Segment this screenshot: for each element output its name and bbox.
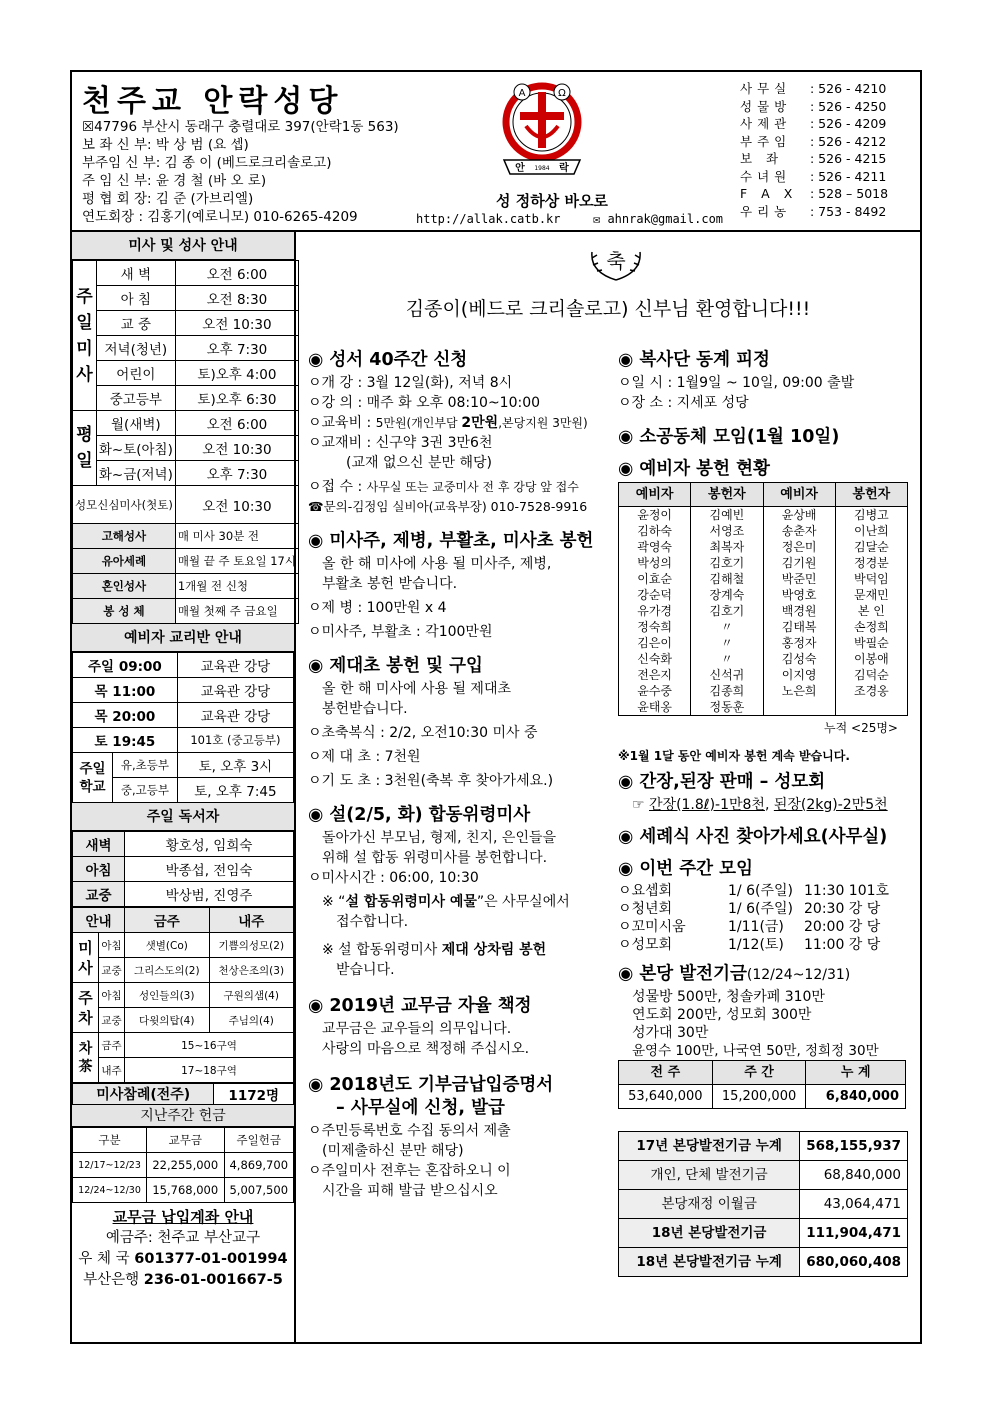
phone-row: 성물방 : 526 - 4250 — [740, 98, 887, 114]
table-row: 아 침 오전 8:30 — [73, 286, 299, 311]
table-cell — [763, 699, 835, 716]
table-cell: 이지영 — [763, 667, 835, 683]
table-row — [619, 587, 908, 603]
table-row: 전 주 주 간 누 계 — [619, 1061, 906, 1085]
table-row: 안내 금주 내주 — [73, 908, 294, 933]
table-row: 토 19:45 101호 (중고등부) — [73, 728, 294, 753]
table-row: 저녁(청년) 오후 7:30 — [73, 336, 299, 361]
bulletin-page — [70, 70, 922, 1344]
table-cell — [835, 699, 907, 716]
church-logo-icon — [496, 78, 588, 182]
bible-contact: ☎문의-김정임 실비아(교육부장) 010-7528-9916 — [308, 499, 588, 514]
readers-title: 주일 독서자 — [72, 803, 294, 831]
church-address: ☒47796 부산시 동래구 충렬대로 397(안락1동 563) — [82, 119, 399, 135]
table-cell: 김종희 — [691, 683, 763, 699]
table-cell: 박덕임 — [835, 571, 907, 587]
table-row: 내주 17~18구역 — [73, 1058, 294, 1083]
mail-icon: ✉ — [592, 212, 601, 226]
table-cell: 김해철 — [691, 571, 763, 587]
table-cell: 전은지 — [619, 667, 691, 683]
table-row: 예비자 봉헌자 예비자 봉헌자 — [619, 483, 908, 507]
table-cell: 문재민 — [835, 587, 907, 603]
table-row: 주일 09:00 교육관 강당 — [73, 653, 294, 678]
welcome-title: 김종이(베드로 크리솔로고) 신부님 환영합니다!!! — [405, 298, 811, 320]
dues-title: ◉ 2019년 교무금 자율 책정 — [308, 996, 532, 1016]
table-row — [619, 523, 908, 539]
table-row — [619, 619, 908, 635]
building-fund-table — [618, 1060, 906, 1109]
website-link[interactable]: http://allak.catb.kr — [416, 212, 561, 226]
table-row: 화~금(저녁) 오후 7:30 — [73, 461, 299, 486]
table-row: 어린이 토)오후 4:00 — [73, 361, 299, 386]
table-row — [619, 603, 908, 619]
clergy-line: 평 협 회 장: 김 준 (가브리엘) — [82, 191, 254, 207]
table-cell: 김은이 — [619, 635, 691, 651]
sauce-sale-title: ◉ 간장,된장 판매 – 성모회 — [618, 772, 826, 792]
phone-directory — [740, 80, 888, 220]
offering-table — [72, 1127, 294, 1203]
table-row: 아침 박종섭, 전임숙 — [73, 857, 294, 882]
table-cell: 박필순 — [835, 635, 907, 651]
table-row: 12/17~12/23 22,255,000 4,869,700 — [73, 1153, 294, 1178]
table-row: 교 중 오전 10:30 — [73, 311, 299, 336]
table-cell: 김성숙 — [763, 651, 835, 667]
table-cell: 〃 — [691, 619, 763, 635]
table-row: 중고등부 토)오후 6:30 — [73, 386, 299, 411]
church-name: 천주교 안락성당 — [82, 84, 344, 119]
table-row: 구분 교무금 주일헌금 — [73, 1128, 294, 1153]
table-cell: 김예빈 — [691, 507, 763, 524]
table-row — [619, 699, 908, 716]
table-cell: 김태복 — [763, 619, 835, 635]
catechumen-class-title: 예비자 교리반 안내 — [72, 624, 294, 652]
table-cell: 최복자 — [691, 539, 763, 555]
table-row: 주일미사 새 벽 오전 6:00 — [73, 261, 299, 286]
memorial-mass-title: ◉ 설(2/5, 화) 합동위령미사 — [308, 805, 531, 825]
table-cell: 송춘자 — [763, 523, 835, 539]
table-cell: 김호기 — [691, 603, 763, 619]
candles-title: ◉ 제대초 봉헌 및 구입 — [308, 656, 483, 676]
table-row: 화~토(아침) 오전 10:30 — [73, 436, 299, 461]
table-row: 17년 본당발전기금 누계 568,155,937 — [619, 1132, 908, 1161]
table-row: 중,고등부 토, 오후 7:45 — [73, 778, 294, 803]
table-row — [619, 683, 908, 699]
table-row: 차茶 금주 15~16구역 — [73, 1033, 294, 1058]
bible-study-title: ◉ 성서 40주간 신청 — [308, 350, 468, 370]
phone-row: 부주임 : 526 - 4212 — [740, 133, 887, 149]
list-item: ㅇ청년회 1/ 6(주일) 20:30 강 당 — [618, 901, 881, 917]
table-cell: 장계숙 — [691, 587, 763, 603]
table-row: 성모신심미사(첫토) 오전 10:30 — [73, 486, 299, 524]
table-row — [619, 571, 908, 587]
phone-row: 사제관 : 526 - 4209 — [740, 116, 887, 131]
table-row: 혼인성사 1개월 전 신청 — [73, 574, 299, 599]
table-cell: 김기원 — [763, 555, 835, 571]
table-cell: 백경원 — [763, 603, 835, 619]
phone-row: 사무실 : 526 - 4210 — [740, 81, 887, 96]
account-line: 예금주: 천주교 부산교구 — [105, 1230, 261, 1246]
table-row: 교중 다윗의탑(4) 주님의(4) — [73, 1008, 294, 1033]
logo-year: 1984 — [534, 165, 550, 172]
logo-left-char: 안 — [515, 163, 525, 174]
main-content — [296, 232, 920, 1344]
clergy-line: 보 좌 신 부: 박 상 범 (요 셉) — [82, 137, 249, 153]
table-cell: 김달순 — [835, 539, 907, 555]
table-cell: 윤수중 — [619, 683, 691, 699]
weekday-mass-label: 평일 — [73, 411, 97, 486]
catechumen-offering-table — [618, 482, 908, 716]
left-sidebar — [72, 232, 296, 1344]
hosts-title: ◉ 미사주, 제병, 부활초, 미사초 봉헌 — [308, 531, 594, 551]
account-line: 부산은행 236-01-001667-5 — [83, 1272, 283, 1288]
fund-summary-table — [618, 1131, 908, 1277]
laurel-icon — [586, 240, 646, 286]
servers-retreat-title: ◉ 복사단 동계 피정 — [618, 350, 770, 370]
catechumen-class-table — [72, 652, 294, 803]
table-cell: 정동훈 — [691, 699, 763, 716]
mass-schedule-table — [72, 260, 299, 624]
table-cell: 노은희 — [763, 683, 835, 699]
table-row: 고해성사 매 미사 30분 전 — [73, 524, 299, 549]
catechumen-note: ※1월 1달 동안 예비자 봉헌 계속 받습니다. — [618, 749, 850, 763]
phone-row: 보 좌 : 526 - 4215 — [740, 151, 887, 166]
table-cell: 신숙화 — [619, 651, 691, 667]
table-row: 주차 아침 성인들의(3) 구원의샘(4) — [73, 983, 294, 1008]
table-row — [619, 507, 908, 524]
celebration-mark — [586, 240, 646, 286]
church-info — [82, 118, 399, 226]
table-cell: 김하숙 — [619, 523, 691, 539]
table-cell: 박성의 — [619, 555, 691, 571]
table-cell: 이난희 — [835, 523, 907, 539]
sunday-mass-label: 주일미사 — [73, 261, 97, 411]
table-cell: 김덕순 — [835, 667, 907, 683]
phone-row: 수녀원 : 526 - 4211 — [740, 168, 887, 184]
table-row: 주일학교 유,초등부 토, 오후 3시 — [73, 753, 294, 778]
table-cell: 윤정이 — [619, 507, 691, 524]
account-line: 우 체 국 601377-01-001994 — [78, 1251, 288, 1267]
table-cell: 정은미 — [763, 539, 835, 555]
meetings-list — [618, 882, 912, 954]
table-row — [619, 651, 908, 667]
table-row: 봉 성 체 매월 첫째 주 금요일 — [73, 599, 299, 624]
table-cell: 조경옹 — [835, 683, 907, 699]
table-row: 미사 아침 샛별(Co) 기쁨의성모(2) — [73, 933, 294, 958]
attendance-label: 미사참례(전주) — [73, 1084, 214, 1105]
table-row: 교중 박상범, 진영주 — [73, 882, 294, 907]
list-item: ㅇ성모회 1/12(토) 11:00 강 당 — [618, 937, 881, 953]
baptism-photo-title: ◉ 세례식 사진 찾아가세요(사무실) — [618, 827, 888, 847]
bulletin-header — [72, 72, 920, 232]
guides-table — [72, 907, 294, 1083]
table-row: 새벽 황호성, 임희숙 — [73, 832, 294, 857]
table-cell: 〃 — [691, 651, 763, 667]
logo-right-char: 락 — [559, 163, 569, 174]
table-row: 교중 그리스도의(2) 천상은조의(3) — [73, 958, 294, 983]
table-row: 본당재정 이월금 43,064,471 — [619, 1190, 908, 1219]
table-cell: 정경분 — [835, 555, 907, 571]
table-row — [619, 555, 908, 571]
table-cell: 김병고 — [835, 507, 907, 524]
small-community-title: ◉ 소공동체 모임(1월 10일) — [618, 427, 840, 447]
table-row — [73, 1084, 294, 1105]
list-item: ㅇ요셉회 1/ 6(주일) 11:30 101호 — [618, 883, 890, 899]
receipt-title: ◉ 2018년도 기부금납입증명서 — [308, 1075, 554, 1095]
table-cell: 김호기 — [691, 555, 763, 571]
meetings-title: ◉ 이번 주간 모임 — [618, 859, 753, 879]
table-cell: 박준민 — [763, 571, 835, 587]
mass-schedule-title: 미사 및 성사 안내 — [72, 232, 294, 260]
accounts-box — [72, 1203, 294, 1291]
table-row — [619, 635, 908, 651]
email-link[interactable]: ahnrak@gmail.com — [607, 212, 724, 226]
building-fund-title: ◉ 본당 발전기금(12/24~12/31) — [618, 964, 851, 984]
logo-omega: Ω — [558, 88, 566, 99]
table-row: 평일 월(새벽) 오전 6:00 — [73, 411, 299, 436]
table-cell: 정숙희 — [619, 619, 691, 635]
table-row: 개인, 단체 발전기금 68,840,000 — [619, 1161, 908, 1190]
table-row — [619, 667, 908, 683]
table-cell: 박영호 — [763, 587, 835, 603]
catechumen-total: 누적 <25명> — [824, 721, 898, 735]
clergy-line: 부주임 신 부: 김 종 이 (베드로크리솔로고) — [82, 155, 332, 171]
attendance-value: 1172명 — [214, 1084, 294, 1105]
offering-title: 지난주간 헌금 — [72, 1105, 294, 1127]
table-row: 유아세례 매월 끝 주 토요일 17시 — [73, 549, 299, 574]
accounts-title: 교무금 납입계좌 안내 — [112, 1208, 254, 1226]
table-row — [619, 539, 908, 555]
contact-links — [416, 212, 723, 226]
table-row: 53,640,000 15,200,000 6,840,000 — [619, 1085, 906, 1109]
announcements-left: ◉ 성서 40주간 신청 ㅇ개 강 : 3월 12일(화), 저녁 8시 ㅇ강 의 : 매주 화 오후 08:10~10:00 ㅇ교육비 : 5만원(개인부담 2만원,본당지원 3만원) ㅇ교재비 : 신구약 3권 3만6천 (교재 없으신 분만 해당) ㅇ접 수 : 사무실 또는 교중미사 전 후 강당 앞 접수 ☎문의-김정임 실비아(교육부장) 010-7528-9916 ◉ 미사주, 제병, 부활초, 미사초 봉헌 올 한 해 미사에 사용 될 미사주, 제병, 부활초 봉헌 받습니다. ㅇ제 병 : 100만원 x 4 ㅇ미사주, 부활초 : 각100만원 ◉ 제대초 봉헌 및 구입 올 한 해 미사에 사용 될 제대초 봉헌받습니다. ㅇ초축복식 : 2/2, 오전10:30 미사 중 ㅇ제 대 초 : 7천원 ㅇ기 도 초 : 3천원(축복 후 찾아가세요.) ◉ 설(2/5, 화) 합동위령미사 돌아가신 부모님, 형제, 친지, 은인들을 위해 설 합동 위령미사를 봉헌합니다. ㅇ미사시간 : 06:00, 10:30 ※ “설 합동위령미사 예물”은 사무실에서 접수합니다. ※ 설 합동위령미사 제대 상차림 봉헌 받습니다. ◉ 2019년 교무금 자율 책정 교무금은 교우들의 의무입니다. 사랑의 마음으로 책정해 주십시오. ◉ 2018년도 기부금납입증명서 – 사무실에 신청, 발급 ㅇ주민등록번호 수집 동의서 제출 (미제출하신 분만 해당) ㅇ주일미사 전후는 혼잡하오니 이 시간을 피해 발급 받으십시오 — [308, 350, 612, 1201]
announcements-right: ◉ 복사단 동계 피정 ㅇ일 시 : 1월9일 ~ 10일, 09:00 출발 ㅇ장 소 : 지세포 성당 ◉ 소공동체 모임(1월 10일) ◉ 예비자 봉헌 현황 예비자 봉헌자 예비자 봉헌자 윤정이 김예빈 윤상배 김병고 김하숙 서영조 송춘자 이난희 곽영숙 최복자 정은미 김달순 박성의 김호기 김기원 정경분 이효순 김해철 박준민 박덕임 강순덕 장계숙 박영호 문재민 유가경 김호기 백경원 본 인 정숙희 〃 김태복 손정희 김은이 〃 홍정자 박필순 신숙화 〃 김성숙 이봉애 전은지 신석귀 이지영 김덕순 윤수중 김종희 노은희 조경옹 윤태옹 정동훈 누적 <25명> ※1월 1달 동안 예비자 봉헌 계속 받습니다. ◉ 간장,된장 판매 – 성모회 ☞ 간장(1.8ℓ)-1만8천, 된장(2kg)-2만5천 ◉ 세례식 사진 찾아가세요(사무실) ◉ 이번 주간 모임 ㅇ요셉회 1/ 6(주일) 11:30 101호 ㅇ청년회 1/ 6(주일) 20:30 강 당 ㅇ꼬미시움 1/11(금) 20:00 강 당 ㅇ성모회 1/12(토) 11:00 강 당 ◉ 본당 발전기금(12/24~12/31) 성물방 500만, 청솔카페 310만 연도회 200만, 성모회 300만 성가대 30만 윤영수 100만, 나국연 50만, 정희정 30만 전 주 주 간 누 계 53,640,000 15,200,000 6,840,000 17년 본당발전기금 누계 568,155,937 개인, 단체 발전기금 68,840,000 본당재정 이월금 43,064,471 18년 본당발전기금 111,904,471 18년 본당발전기금 누계 680,060,408 — [618, 350, 912, 1277]
patron-saint: 성 정하상 바오로 — [496, 192, 608, 210]
table-cell: 홍정자 — [763, 635, 835, 651]
table-cell: 윤상배 — [763, 507, 835, 524]
table-row: 목 11:00 교육관 강당 — [73, 678, 294, 703]
readers-table — [72, 831, 294, 907]
list-item: ㅇ꼬미시움 1/11(금) 20:00 강 당 — [618, 919, 881, 935]
sunday-school-label: 주일학교 — [73, 753, 113, 803]
celebration-char: 축 — [606, 249, 626, 273]
table-row: 18년 본당발전기금 111,904,471 — [619, 1219, 908, 1248]
table-row: 목 20:00 교육관 강당 — [73, 703, 294, 728]
table-cell: 유가경 — [619, 603, 691, 619]
clergy-line: 주 임 신 부: 윤 경 철 (바 오 로) — [82, 173, 267, 189]
table-cell: 이효순 — [619, 571, 691, 587]
table-row: 18년 본당발전기금 누계 680,060,408 — [619, 1248, 908, 1277]
table-cell: 서영조 — [691, 523, 763, 539]
table-cell: 손정희 — [835, 619, 907, 635]
table-cell: 윤태옹 — [619, 699, 691, 716]
table-cell: 강순덕 — [619, 587, 691, 603]
table-row: 12/24~12/30 15,768,000 5,007,500 — [73, 1178, 294, 1203]
table-cell: 이봉애 — [835, 651, 907, 667]
phone-row: 우리농 : 753 - 8492 — [740, 203, 887, 219]
clergy-line: 연도회장 : 김홍기(예로니모) 010-6265-4209 — [82, 209, 358, 225]
table-cell: 〃 — [691, 635, 763, 651]
catechumen-offering-title: ◉ 예비자 봉헌 현황 — [618, 459, 770, 479]
attendance-table — [72, 1083, 294, 1105]
logo-alpha: A — [518, 88, 526, 99]
table-cell: 곽영숙 — [619, 539, 691, 555]
phone-row: F A X : 528 – 5018 — [740, 186, 889, 201]
table-cell: 본 인 — [835, 603, 907, 619]
table-cell: 신석귀 — [691, 667, 763, 683]
